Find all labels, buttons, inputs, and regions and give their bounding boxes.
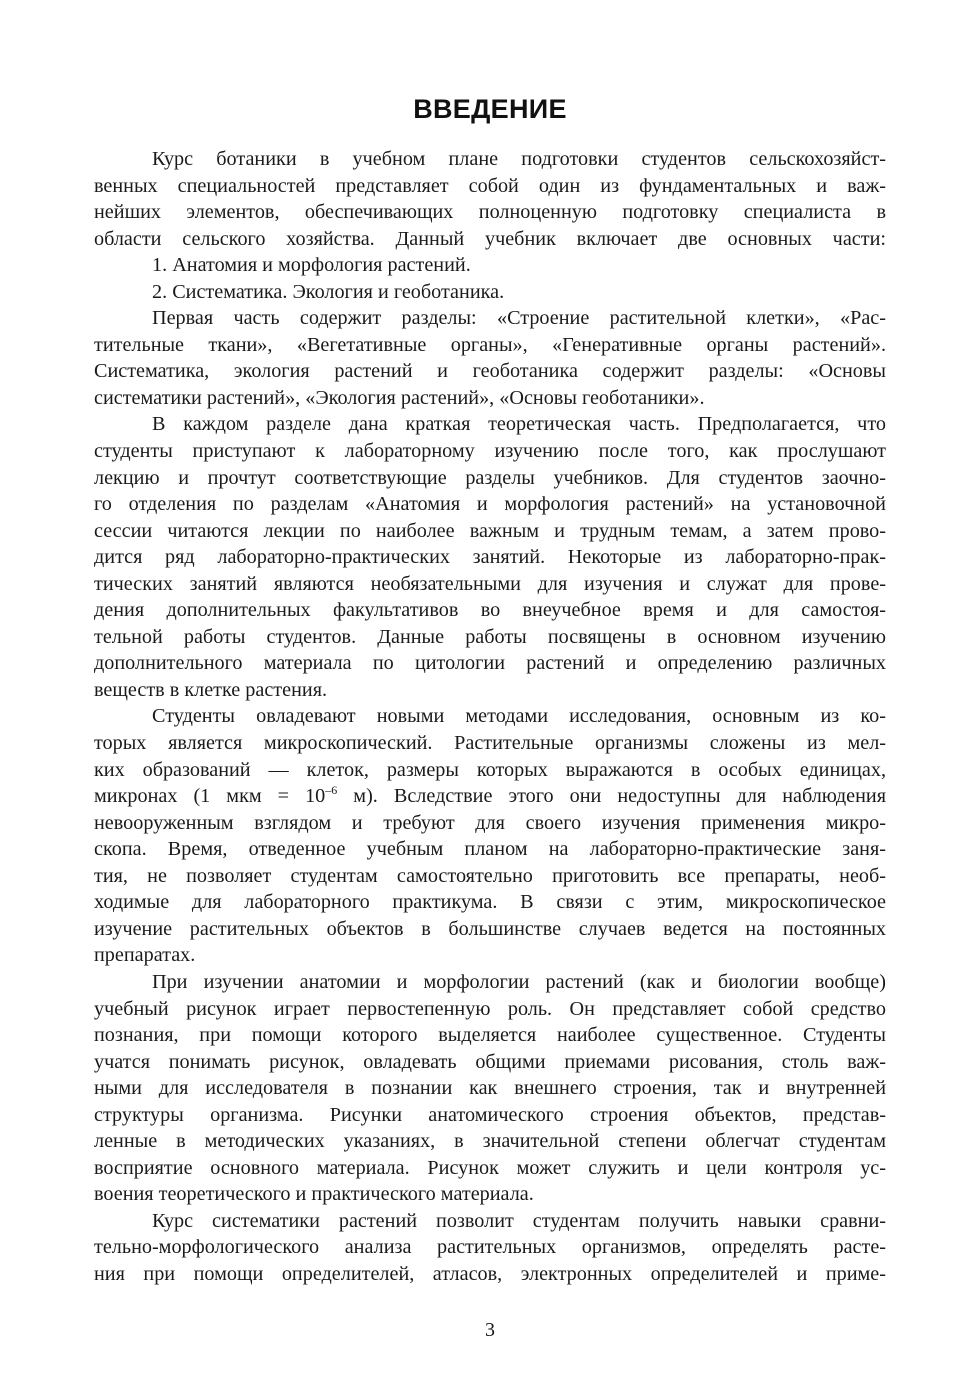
text-line: учебный рисунок играет первостепенную роль. Он представляет собой средство bbox=[94, 997, 886, 1020]
text-line: ких образований — клеток, размеры которых выражаются в особых единицах, bbox=[94, 758, 886, 781]
text-line: го отделения по разделам «Анатомия и морфология растений» на установочной bbox=[94, 493, 886, 516]
text-line: области сельского хозяйства. Данный учебник включает две основных части: bbox=[94, 227, 886, 250]
text-line: В каждом разделе дана краткая теоретическая часть. Предполагается, что bbox=[152, 413, 886, 436]
text-line: восприятие основного материала. Рисунок может служить и цели контроля ус- bbox=[94, 1156, 886, 1179]
text-line: ния при помощи определителей, атласов, электронных определителей и приме- bbox=[94, 1262, 886, 1285]
list-item: 1. Анатомия и морфология растений. bbox=[152, 254, 471, 277]
text-line: веществ в клетке растения. bbox=[94, 678, 328, 701]
text-line: нейших элементов, обеспечивающих полноценную подготовку специалиста в bbox=[94, 201, 886, 224]
text-line: учатся понимать рисунок, овладевать общими приемами рисования, столь важ- bbox=[94, 1050, 886, 1073]
text-line: ходимые для лабораторного практикума. В связи с этим, микроскопическое bbox=[94, 891, 886, 914]
text-line: невооруженным взглядом и требуют для своего изучения применения микро- bbox=[94, 811, 886, 834]
text-line: препаратах. bbox=[94, 944, 196, 967]
page-number: 3 bbox=[485, 1319, 495, 1341]
text-line: тительные ткани», «Вегетативные органы», «Генеративные органы растений». bbox=[94, 333, 886, 356]
list-item: 2. Систематика. Экология и геоботаника. bbox=[152, 280, 505, 303]
text-line: познания, при помощи которого выделяется наиболее существенное. Студенты bbox=[94, 1024, 886, 1047]
text-line: тельно-морфологического анализа растительных организмов, определять расте- bbox=[94, 1236, 886, 1259]
text-line: систематики растений», «Экология растений», «Основы геоботаники». bbox=[94, 386, 705, 409]
text-line: тия, не позволяет студентам самостоятельно приготовить все препараты, необ- bbox=[94, 864, 886, 887]
text-line: дения дополнительных факультативов во внеучебное время и для самостоя- bbox=[94, 599, 886, 622]
text-line: торых является микроскопический. Растительные организмы сложены из мел- bbox=[94, 732, 886, 755]
text-line: сессии читаются лекции по наиболее важным и трудным темам, а затем прово- bbox=[94, 519, 886, 542]
text-line: воения теоретического и практического материала. bbox=[94, 1183, 534, 1206]
text-line: ленные в методических указаниях, в значительной степени облегчат студентам bbox=[94, 1130, 886, 1153]
text-fragment: микронах (1 мкм = 10 bbox=[94, 785, 326, 808]
superscript-exponent: –6 bbox=[325, 783, 338, 798]
page-title: ВВЕДЕНИЕ bbox=[413, 94, 567, 124]
text-line: Систематика, экология растений и геоботаника содержит разделы: «Основы bbox=[94, 360, 886, 383]
text-line: Первая часть содержит разделы: «Строение растительной клетки», «Рас- bbox=[152, 307, 886, 330]
text-line: студенты приступают к лабораторному изучению после того, как прослушают bbox=[94, 440, 886, 463]
text-line: тельной работы студентов. Данные работы посвящены в основном изучению bbox=[94, 625, 886, 648]
text-line: ными для исследователя в познании как внешнего строения, так и внутренней bbox=[94, 1077, 886, 1100]
text-line: дится ряд лабораторно-практических занятий. Некоторые из лабораторно-прак- bbox=[94, 546, 886, 569]
text-line: тических занятий являются необязательными для изучения и служат для прове- bbox=[94, 572, 886, 595]
text-line: При изучении анатомии и морфологии растений (как и биологии вообще) bbox=[152, 970, 886, 993]
text-line: Курс ботаники в учебном плане подготовки студентов сельскохозяйст- bbox=[152, 148, 886, 170]
text-line: Студенты овладевают новыми методами исследования, основным из ко- bbox=[152, 705, 886, 728]
text-line: изучение растительных объектов в большинстве случаев ведется на постоянных bbox=[94, 917, 886, 940]
text-line: скопа. Время, отведенное учебным планом на лабораторно-практические заня- bbox=[94, 838, 886, 861]
text-line: Курс систематики растений позволит студентам получить навыки сравни- bbox=[152, 1209, 886, 1232]
text-fragment: м). Вследствие этого они недоступны для наблюдения bbox=[337, 785, 886, 808]
body-text bbox=[94, 146, 886, 1288]
text-line: дополнительного материала по цитологии растений и определению различных bbox=[94, 652, 886, 675]
text-line-with-superscript bbox=[94, 783, 886, 810]
text-line: венных специальностей представляет собой один из фундаментальных и важ- bbox=[94, 174, 886, 197]
text-line: структуры организма. Рисунки анатомического строения объектов, представ- bbox=[94, 1103, 886, 1126]
text-line: лекцию и прочтут соответствующие разделы учебников. Для студентов заочно- bbox=[94, 466, 886, 489]
